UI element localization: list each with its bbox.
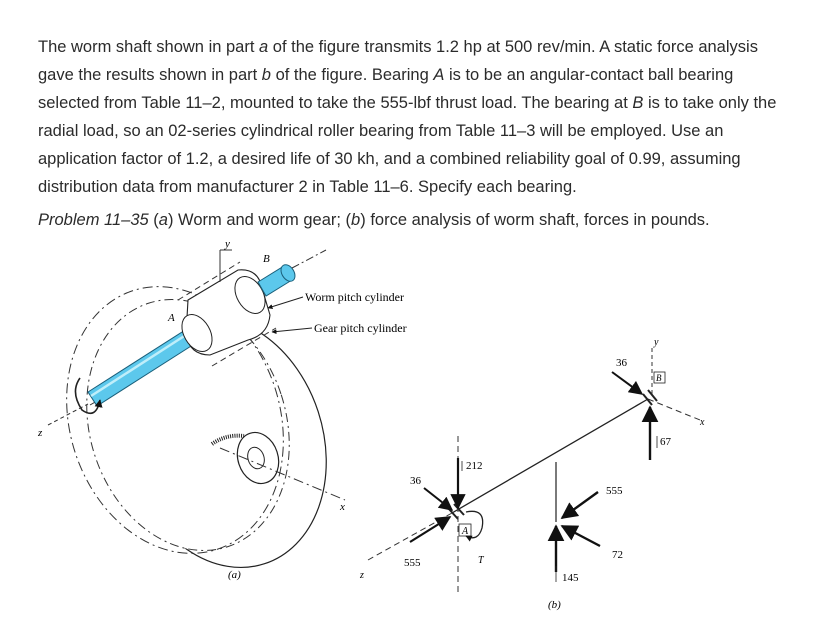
b-force-a-axial: 555 bbox=[404, 557, 421, 569]
a-bearing-a-label: A bbox=[168, 312, 175, 324]
a-bearing-b-label: B bbox=[263, 253, 270, 265]
b-force-b-vertical: 67 bbox=[660, 436, 671, 448]
bearing-a-ref: A bbox=[433, 66, 445, 84]
caption-part-b: b bbox=[351, 211, 361, 229]
figure-b bbox=[359, 337, 705, 611]
figure-a-label: (a) bbox=[228, 569, 241, 581]
problem-text-2: of the figure transmits 1.2 hp at 500 rev/min. A static force analysis gave the results shown in part bbox=[38, 38, 758, 84]
figure-b-label: (b) bbox=[548, 599, 561, 611]
a-axis-x: x bbox=[340, 501, 345, 513]
bearing-b-ref: B bbox=[632, 94, 644, 112]
b-force-mesh-axial: 72 bbox=[612, 549, 623, 561]
part-a-ref: a bbox=[259, 38, 269, 56]
b-force-b-lateral: 36 bbox=[616, 357, 627, 369]
problem-text-1: The worm shaft shown in part bbox=[38, 38, 260, 56]
caption-text-1: ( bbox=[153, 211, 159, 229]
b-force-a-lateral: 36 bbox=[410, 475, 421, 487]
problem-text-4: is to be an angular-contact ball bearing selected from Table 11–2, mounted to take the 555-lbf thrust load. The bearing at bbox=[38, 66, 734, 112]
b-point-a: A bbox=[462, 526, 469, 537]
part-b-ref: b bbox=[261, 66, 271, 84]
problem-text-3: of the figure. Bearing bbox=[270, 66, 434, 84]
b-axis-y: y bbox=[654, 337, 659, 348]
b-force-mesh-vertical: 145 bbox=[562, 572, 579, 584]
figure-a bbox=[33, 238, 407, 594]
b-axis-x: x bbox=[700, 417, 705, 428]
caption-text-3: ) force analysis of worm shaft, forces in pounds. bbox=[360, 211, 710, 229]
caption-part-a: a bbox=[158, 211, 168, 229]
b-point-b: B bbox=[656, 373, 662, 383]
b-force-a-vertical: 212 bbox=[466, 460, 483, 472]
b-torque: T bbox=[478, 555, 484, 566]
a-axis-y: y bbox=[225, 238, 230, 250]
caption-text-2: ) Worm and worm gear; ( bbox=[167, 211, 352, 229]
b-axis-z: z bbox=[360, 570, 364, 581]
a-axis-z: z bbox=[38, 427, 43, 439]
b-force-mesh-lateral: 555 bbox=[606, 485, 623, 497]
caption-number: Problem 11–35 bbox=[38, 211, 149, 229]
gear-pitch-label: Gear pitch cylinder bbox=[314, 321, 407, 335]
worm-pitch-label: Worm pitch cylinder bbox=[305, 290, 405, 304]
problem-text-5: is to take only the radial load, so an 02-series cylindrical roller bearing from Table 11–3 will be employed. Use an application factor of 1.2, a desired life of 30 kh, and a combined reliability goal of 0.99, assuming distribution data from manufacturer 2 in Table 11–6. Specify each bearing. bbox=[38, 94, 777, 196]
